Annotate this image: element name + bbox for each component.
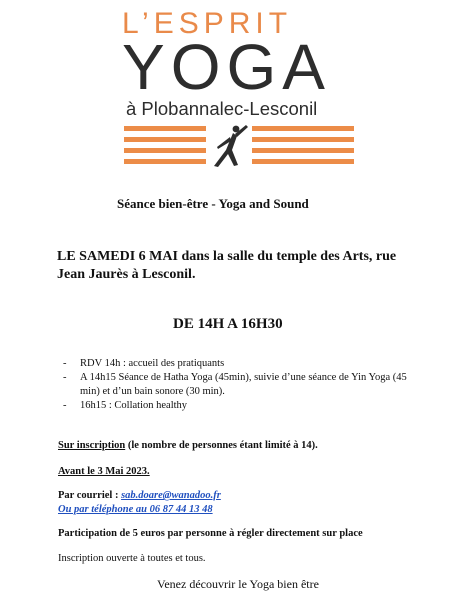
closing-invitation: Venez découvrir le Yoga bien être <box>157 577 319 591</box>
registration-deadline: Avant le 3 Mai 2023. <box>58 466 150 477</box>
list-dash: - <box>63 400 67 411</box>
list-item-text: 16h15 : Collation healthy <box>80 400 188 411</box>
event-date-location <box>57 248 417 284</box>
list-item <box>58 399 418 413</box>
list-item-text: RDV 14h : accueil des pratiquants <box>80 358 225 369</box>
registration-limit: (le nombre de personnes étant limité à 14). <box>125 440 318 451</box>
yoga-pose-figure-icon <box>206 120 252 170</box>
event-hours: DE 14H A 16H30 <box>173 316 283 332</box>
list-item-text: A 14h15 Séance de Hatha Yoga (45min), suivie d’une séance de Yin Yoga (45 min) et d’un bain sonore (30 min). <box>80 372 407 397</box>
participation-fee: Participation de 5 euros par personne à régler directement sur place <box>58 528 363 539</box>
list-item <box>58 357 418 371</box>
event-line-1: LE SAMEDI 6 MAI dans la salle du temple des Arts, rue <box>57 249 397 264</box>
registration-note <box>58 440 318 451</box>
list-dash: - <box>63 358 67 369</box>
logo <box>0 0 470 175</box>
email-label: Par courriel : <box>58 490 122 501</box>
contact-phone-line <box>58 504 213 515</box>
email-link[interactable]: sab.doare@wanadoo.fr <box>121 490 221 501</box>
registration-label: Sur inscription <box>58 440 126 451</box>
event-line-2: Jean Jaurès à Lesconil. <box>57 267 196 282</box>
session-title-name: Yoga and Sound <box>218 196 309 211</box>
logo-line-location: à Plobannalec-Lesconil <box>126 98 318 119</box>
list-item <box>58 371 418 399</box>
phone-link[interactable]: Ou par téléphone au 06 87 44 13 48 <box>58 504 213 515</box>
list-dash: - <box>63 372 67 383</box>
open-to-all: Inscription ouverte à toutes et tous. <box>58 553 206 564</box>
program-list <box>58 357 418 413</box>
contact-email-line <box>58 490 221 501</box>
logo-line-yoga: YOGA <box>122 31 331 103</box>
session-title <box>117 196 309 212</box>
session-title-prefix: Séance bien-être - <box>117 196 219 211</box>
logo-line-esprit: L’ESPRIT <box>122 7 293 40</box>
